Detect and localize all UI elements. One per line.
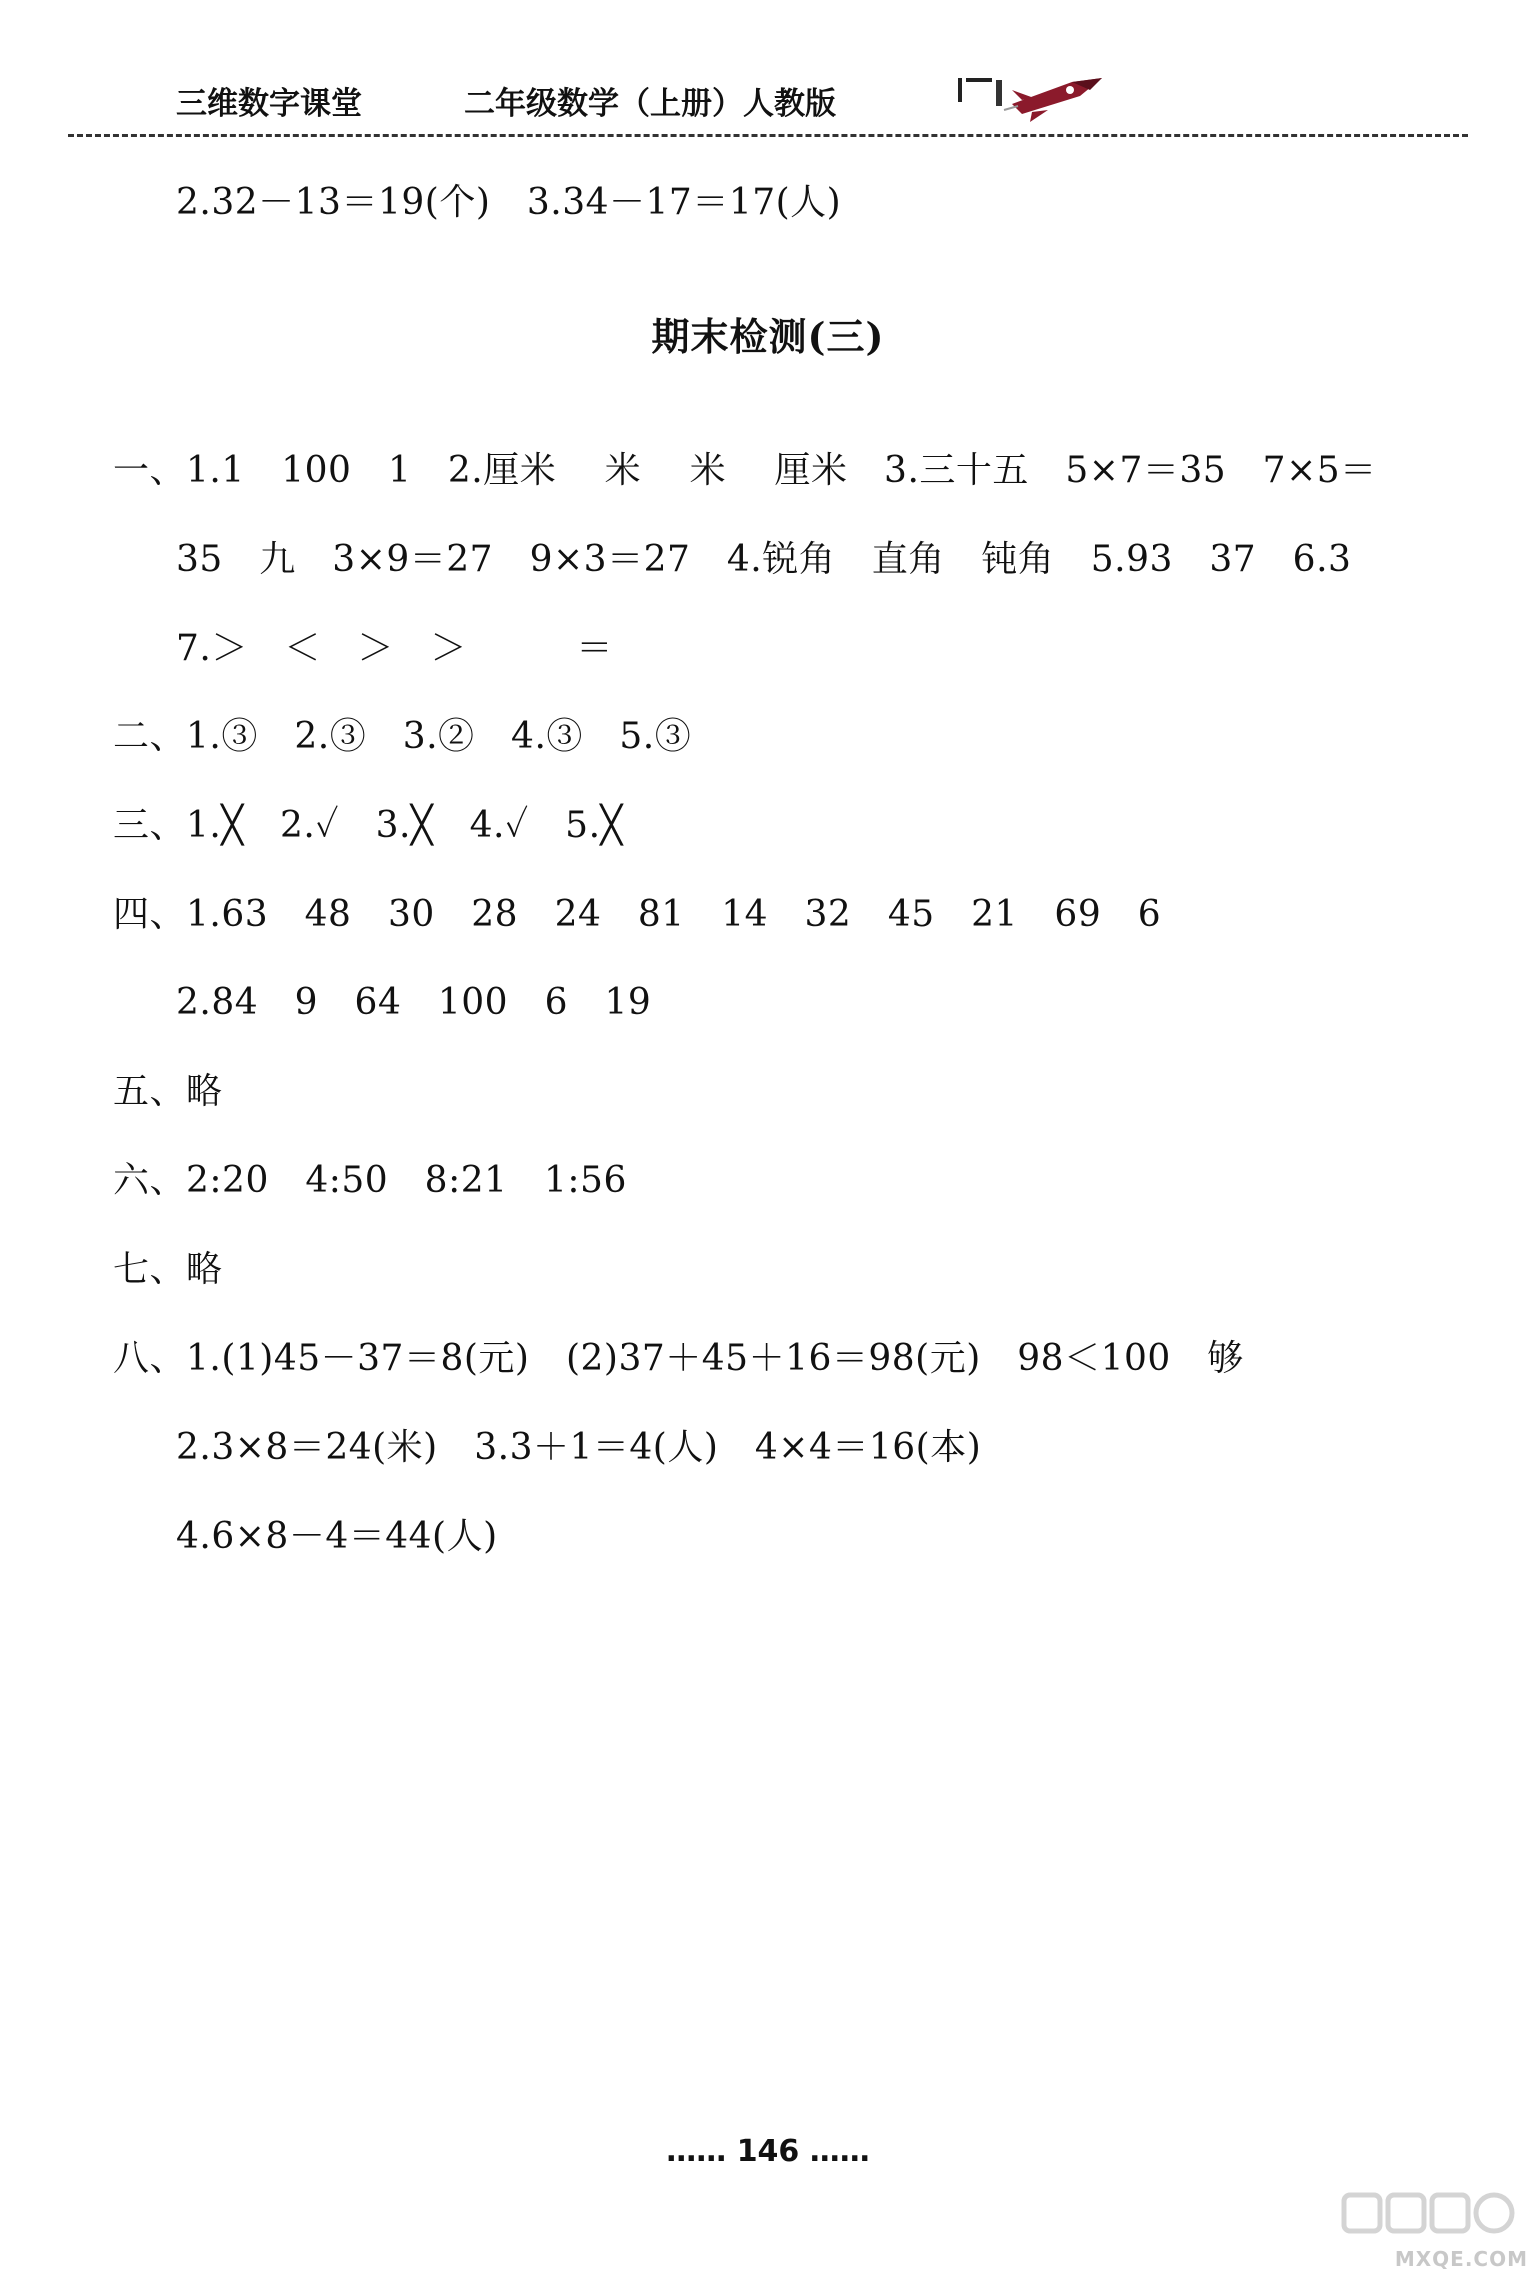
- answer-line-13: 4.6×8－4＝44(人): [176, 1516, 498, 1557]
- answer-line-7: 2.84 9 64 100 6 19: [176, 982, 652, 1023]
- answer-line-4: 二、1.③ 2.③ 3.② 4.③ 5.③: [113, 716, 692, 757]
- book-title: 二年级数学（上册）人教版: [464, 86, 836, 122]
- answer-line-9: 六、2:20 4:50 8:21 1:56: [113, 1160, 627, 1201]
- answer-line-8: 五、略: [113, 1071, 223, 1112]
- footer-dots-right: ……: [809, 2134, 870, 2169]
- page-number-value: 146: [736, 2134, 800, 2169]
- section-title: 期末检测(三): [651, 314, 885, 359]
- answer-line-6: 四、1.63 48 30 28 24 81 14 32 45 21 69 6: [113, 894, 1162, 935]
- answer-line-10: 七、略: [113, 1249, 223, 1290]
- footer-dots-left: ……: [666, 2134, 727, 2169]
- page-number: [0, 2134, 1536, 2169]
- header-divider: [68, 134, 1468, 137]
- series-name: 三维数字课堂: [176, 86, 362, 122]
- continuation-line: 2.32－13＝19(个) 3.34－17＝17(人): [176, 182, 842, 223]
- answer-line-11: 八、1.(1)45－37＝8(元) (2)37＋45＋16＝98(元) 98＜100 够: [113, 1338, 1244, 1379]
- rocket-icon: [952, 70, 1122, 122]
- page-header: [0, 0, 1536, 140]
- answer-line-1: 一、1.1 100 1 2.厘米 米 米 厘米 3.三十五 5×7＝35 7×5＝: [113, 450, 1377, 491]
- answer-line-5: 三、1.╳ 2.✓ 3.╳ 4.✓ 5.╳: [113, 805, 623, 846]
- answer-line-2: 35 九 3×9＝27 9×3＝27 4.锐角 直角 钝角 5.93 37 6.3: [176, 539, 1352, 580]
- answer-line-3: 7.＞ ＜ ＞ ＞ ＝: [176, 628, 613, 669]
- watermark-text: MXQE.COM: [1394, 2247, 1528, 2271]
- answer-line-12: 2.3×8＝24(米) 3.3＋1＝4(人) 4×4＝16(本): [176, 1427, 982, 1468]
